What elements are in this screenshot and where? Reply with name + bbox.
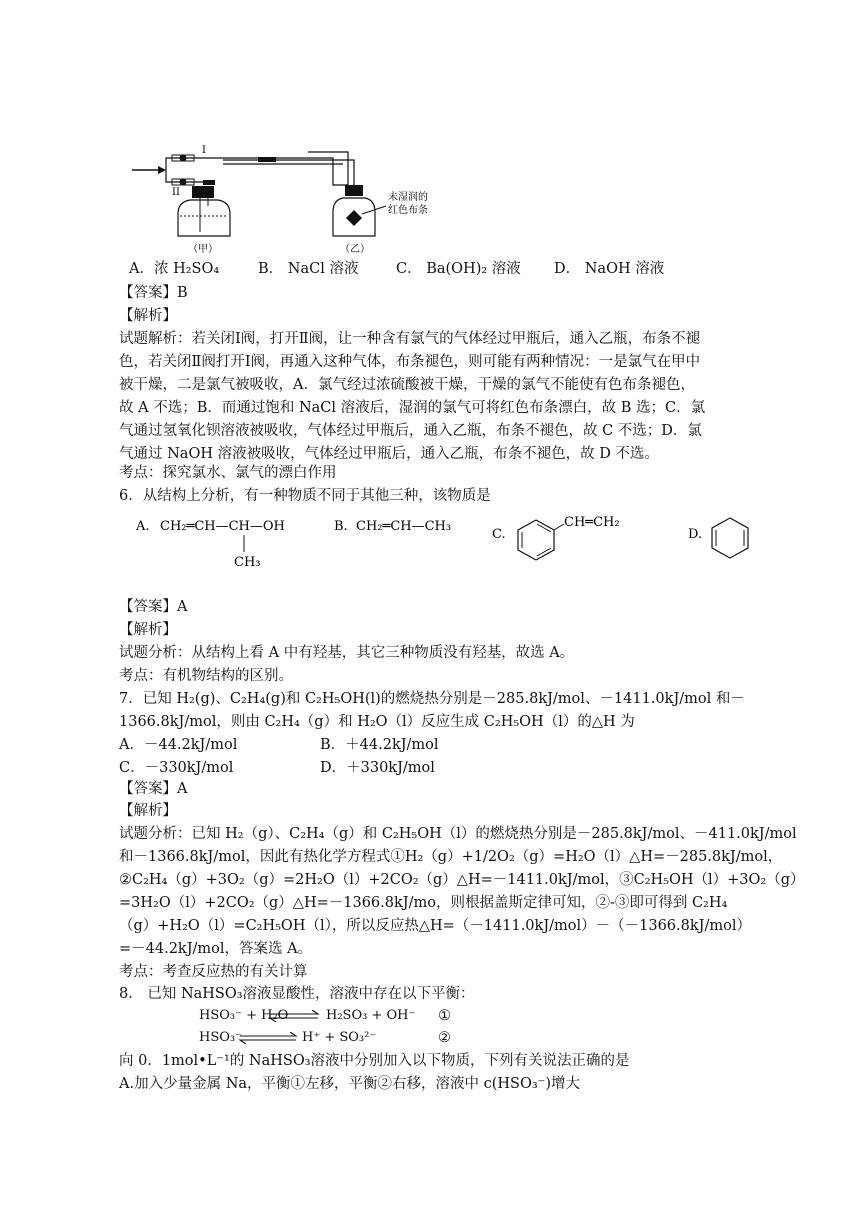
q5-analysis-line: 气通过 NaOH 溶液被吸收，气体经过甲瓶后，通入乙瓶，布条不褪色，故 D 不选。 [119, 446, 659, 462]
q7-analysis-line: ②C₂H₄（g）+3O₂（g）=2H₂O（l）+2CO₂（g）△H=－1411.0kJ/mol，③C₂H₅OH（l）+3O₂（g） [119, 872, 805, 888]
q8-eq1-right: H₂SO₃ + OH⁻ [326, 1008, 416, 1023]
q7-analysis-line: （g）+H₂O（l）=C₂H₅OH（l），所以反应热△H=（－1411.0kJ/mol）－（－1366.8kJ/mol） [119, 918, 751, 934]
q7-answer: 【答案】A [119, 781, 188, 797]
q6-analysis: 试题分析：从结构上看 A 中有羟基，其它三种物质没有羟基，故选 A。 [119, 645, 575, 661]
q5-analysis-line: 气通过氢氧化钡溶液被吸收，气体经过甲瓶后，通入乙瓶，布条不褪色，故 C 不选；D．氯 [119, 423, 702, 439]
q5-analysis-head: 【解析】 [119, 308, 177, 324]
q6-analysis-head: 【解析】 [119, 622, 177, 638]
bottle-b-stopper [345, 185, 363, 196]
q7-analysis-line: =3H₂O（l）+2CO₂（g）△H=－1366.8kJ/mo，则根据盖斯定律可知，②-③即可得到 C₂H₄ [119, 895, 728, 911]
q6-opt-b-formula: CH₂═CH—CH₃ [356, 519, 452, 534]
q6-opt-c-group: CH═CH₂ [564, 515, 620, 530]
q5-analysis-line: 故 A 不选；B．而通过饱和 NaCl 溶液后，湿润的氯气可将红色布条漂白，故 B 选；C．氯 [119, 400, 706, 416]
q6-opt-c-bond [554, 524, 564, 530]
q8-eq1-left: HSO₃⁻ + H₂O [199, 1008, 289, 1023]
rubber-joint-1 [258, 157, 276, 162]
benzene-inner-2 [537, 524, 551, 532]
bottle-a-stopper [192, 186, 214, 198]
q8-eq2-left: HSO₃⁻ [199, 1030, 242, 1045]
q7-point: 考点：考查反应热的有关计算 [119, 964, 308, 980]
q6-point: 考点：有机物结构的区别。 [119, 668, 293, 684]
q7-option-d: D．＋330kJ/mol [320, 760, 435, 776]
q6-opt-a-label: A. [136, 519, 150, 534]
q8-stem: 8． 已知 NaHSO₃溶液显酸性，溶液中存在以下平衡： [119, 986, 475, 1002]
benzene-inner-3 [537, 548, 551, 556]
q8-eq2-num: ② [438, 1030, 451, 1046]
apparatus-diagram [128, 140, 458, 260]
valve-1-icon [180, 155, 187, 162]
benzene-ring-icon [518, 520, 554, 560]
bottle-a-label: （甲） [188, 244, 218, 255]
cyclohexadiene-ring-icon [712, 518, 748, 558]
q6-structures [128, 508, 758, 574]
q5-option-b: B． NaCl 溶液 [258, 261, 359, 277]
q6-opt-c-label: C. [492, 527, 506, 542]
q7-stem-line-1: 7．已知 H₂(g)、C₂H₄(g)和 C₂H₅OH(l)的燃烧热分别是－285.8kJ/mol、－1411.0kJ/mol 和－ [119, 691, 745, 707]
bottle-a [178, 200, 230, 236]
valve-2-label: II [172, 187, 180, 198]
q6-stem: 6．从结构上分析，有一种物质不同于其他三种，该物质是 [119, 488, 491, 504]
q5-option-c: C． Ba(OH)₂ 溶液 [396, 261, 521, 277]
q5-analysis-line: 试题解析：若关闭Ⅰ阀，打开Ⅱ阀，让一种含有氯气的气体经过甲瓶后，通入乙瓶，布条不褪 [119, 331, 701, 347]
cloth-label-2: 红色布条 [388, 205, 428, 216]
q5-option-d: D． NaOH 溶液 [554, 261, 665, 277]
upper-tube [166, 152, 348, 185]
q5-answer: 【答案】B [119, 285, 188, 301]
q7-analysis-line: =－44.2kJ/mol，答案选 A。 [119, 941, 313, 957]
bottle-b-label: （乙） [340, 244, 370, 255]
q7-analysis-line: 和－1366.8kJ/mol，因此有热化学方程式①H₂（g）+1/2O₂（g）=H₂O（l）△H=－285.8kJ/mol， [119, 849, 783, 865]
q5-analysis-line: 被干燥，二是氯气被吸收，A．氯气经过浓硫酸被干燥，干燥的氯气不能使有色布条褪色， [119, 377, 695, 393]
q8-eq1-num: ① [438, 1008, 451, 1024]
equilibrium-arrow-2-icon [238, 1032, 298, 1044]
q7-option-a: A．－44.2kJ/mol [119, 737, 238, 753]
q8-eq2-right: H⁺ + SO₃²⁻ [302, 1030, 377, 1045]
q6-opt-a-chain: CH₂═CH—CH—OH [160, 519, 285, 534]
q6-opt-d-label: D. [688, 527, 703, 542]
q7-option-b: B．＋44.2kJ/mol [320, 737, 439, 753]
q5-option-a: A．浓 H₂SO₄ [129, 261, 220, 277]
rubber-joint-2 [203, 180, 215, 185]
inlet-arrow-icon [158, 166, 166, 174]
q7-option-c: C．－330kJ/mol [119, 760, 234, 776]
q5-analysis-line: 色，若关闭Ⅱ阀打开Ⅰ阀，再通入这种气体，布条褪色，则可能有两种情况：一是氯气在甲中 [119, 354, 701, 370]
q5-point: 考点：探究氯水、氯气的漂白作用 [119, 465, 337, 481]
q6-answer: 【答案】A [119, 599, 188, 615]
q7-analysis-head: 【解析】 [119, 803, 177, 819]
q8-line-1: 向 0．1mol•L⁻¹的 NaHSO₃溶液中分别加入以下物质，下列有关说法正确的是 [119, 1053, 630, 1069]
equilibrium-arrow-1-icon [268, 1010, 320, 1022]
q7-stem-line-2: 1366.8kJ/mol，则由 C₂H₄（g）和 H₂O（l）反应生成 C₂H₅OH（l）的△H 为 [119, 714, 635, 730]
valve-2-icon [180, 179, 187, 186]
q6-opt-b-label: B. [334, 519, 348, 534]
valve-1-label: I [202, 145, 206, 156]
cloth-label-1: 未湿润的 [388, 192, 428, 203]
q6-opt-a-branch: CH₃ [234, 555, 261, 570]
q7-analysis-line: 试题分析：已知 H₂（g）、C₂H₄（g）和 C₂H₅OH（l）的燃烧热分别是－285.8kJ/mol、－411.0kJ/mol [119, 826, 797, 842]
q8-line-2: A.加入少量金属 Na，平衡①左移，平衡②右移，溶液中 c(HSO₃⁻)增大 [119, 1076, 580, 1092]
